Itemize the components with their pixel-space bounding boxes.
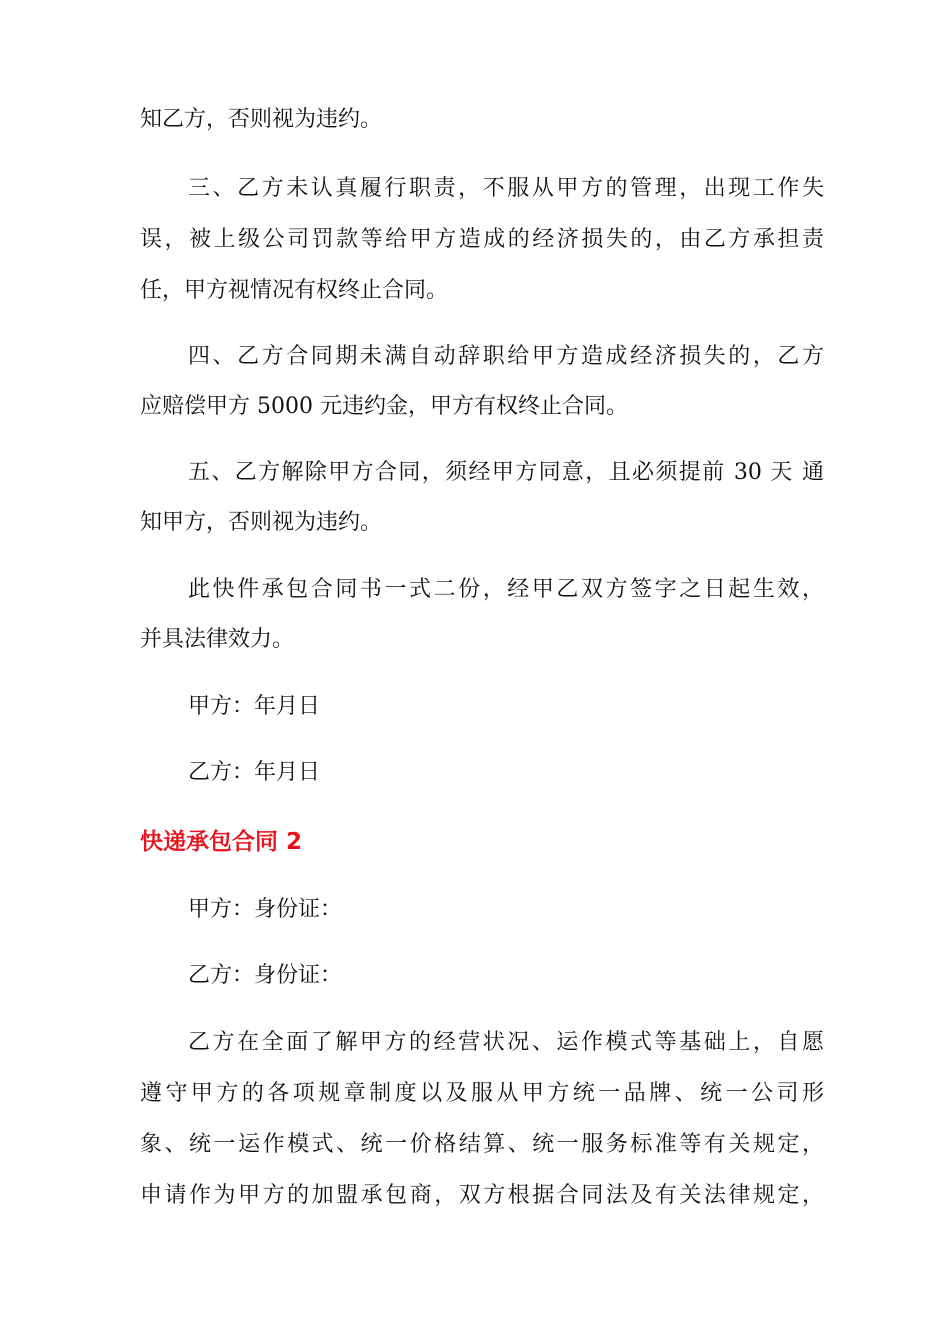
text-line: 误，被上级公司罚款等给甲方造成的经济损失的，由乙方承担责 [140, 227, 824, 252]
text-line: 知甲方，否则视为违约。 [140, 510, 383, 535]
signature-line-party-a: 甲方：年月日 [188, 694, 321, 719]
text-line: 应赔偿甲方 5000 元违约金，甲方有权终止合同。 [140, 394, 628, 419]
text-line: 知乙方，否则视为违约。 [140, 107, 383, 132]
text-line: 任，甲方视情况有权终止合同。 [140, 278, 449, 303]
text-line: 五、乙方解除甲方合同，须经甲方同意，且必须提前 30 天 通 [188, 460, 824, 485]
party-b-id-line: 乙方：身份证： [188, 963, 343, 988]
text-line: 并具法律效力。 [140, 627, 295, 652]
signature-line-party-b: 乙方：年月日 [188, 760, 321, 785]
text-line: 四、乙方合同期未满自动辞职给甲方造成经济损失的，乙方 [188, 344, 824, 369]
section-heading: 快递承包合同 2 [140, 829, 303, 855]
text-line: 三、乙方未认真履行职责，不服从甲方的管理，出现工作失 [188, 176, 824, 201]
party-a-id-line: 甲方：身份证： [188, 897, 343, 922]
text-line: 此快件承包合同书一式二份，经甲乙双方签字之日起生效， [188, 577, 824, 602]
text-line: 申请作为甲方的加盟承包商，双方根据合同法及有关法律规定， [140, 1183, 824, 1208]
text-line: 乙方在全面了解甲方的经营状况、运作模式等基础上，自愿 [188, 1030, 824, 1055]
text-line: 象、统一运作模式、统一价格结算、统一服务标准等有关规定， [140, 1132, 824, 1157]
text-line: 遵守甲方的各项规章制度以及服从甲方统一品牌、统一公司形 [140, 1081, 824, 1106]
